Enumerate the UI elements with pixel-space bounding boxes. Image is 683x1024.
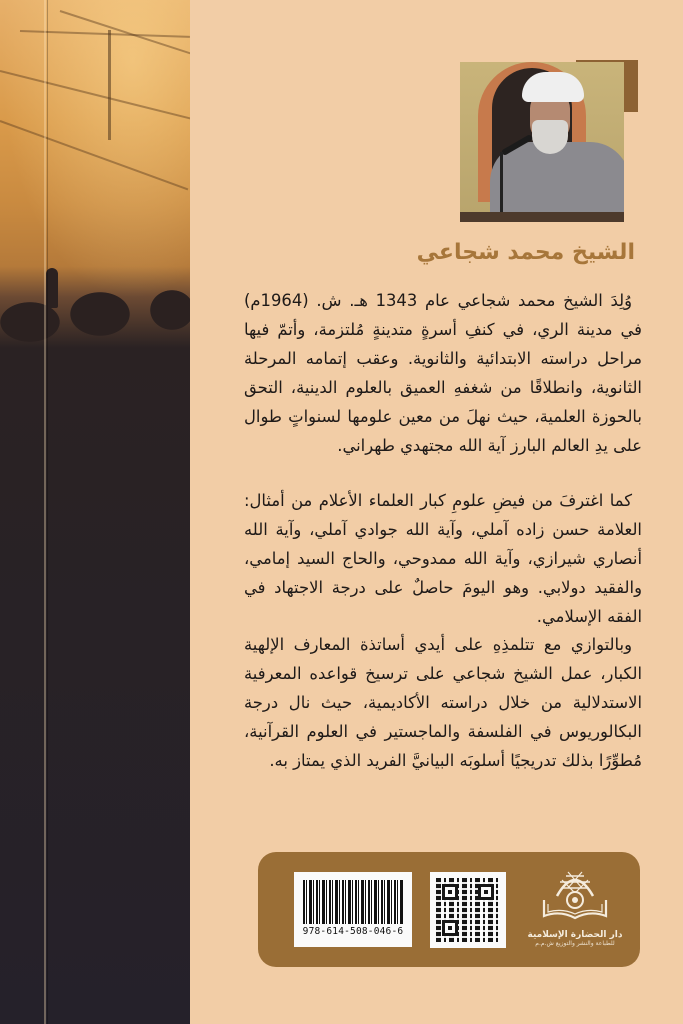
barcode-icon: [303, 880, 403, 924]
qr-finder-pattern: [478, 884, 494, 900]
spine-fold-shadow: [47, 0, 48, 1024]
desk-shape: [460, 212, 624, 222]
barcode-box: [294, 872, 412, 947]
pole-shape: [108, 30, 111, 140]
spine-image: [0, 0, 190, 1024]
qr-finder-pattern: [442, 884, 458, 900]
robe-shape: [490, 142, 624, 222]
footer-panel: [258, 852, 640, 967]
publisher-name: دار الحضارة الإسلامية: [527, 930, 623, 940]
isbn-number: 978-614-508-046-6: [302, 926, 404, 937]
open-book-dome-icon: [540, 866, 610, 924]
author-photo-frame: [460, 60, 638, 222]
bio-text: كما اغترفَ من فيضِ علومِ كبار العلماء الأعلام من أمثال: العلامة حسن زاده آملي، وآية الله جوادي آملي، وآية الله أنصاري شيرازي، وآية الله ممدوحي، والحاج السيد إمامي، والفقيد دولابي. وهو اليومَ حاصلٌ على درجة الاجتهاد في الفقه الإسلامي.: [244, 491, 642, 626]
author-photo: [460, 62, 624, 222]
bio-paragraph-1: [244, 286, 642, 460]
publisher-logo: [520, 866, 630, 961]
bio-paragraph-2: [244, 486, 642, 631]
qr-code-icon: [436, 878, 500, 942]
bio-paragraph-3: [244, 630, 642, 775]
qr-code-box: [430, 872, 506, 948]
crowd-silhouette: [0, 282, 190, 342]
qr-finder-pattern: [442, 920, 458, 936]
spine-fold-line: [44, 0, 46, 1024]
bio-text: وبالتوازي مع تتلمذِهِ على أيدي أساتذة المعارف الإلهية الكبار، عمل الشيخ شجاعي على ترسيخ قواعده المعرفية الاستدلالية من خلال دراسته الأكاديمية، حيث نال درجة البكالوريوس في الفلسفة والماجستير في العلوم القرآنية، مُطوِّرًا بذلك تدريجيًا أسلوبَه البيانيَّ الفريد الذي يمتاز به.: [244, 635, 642, 770]
bio-text: وُلِدَ الشيخ محمد شجاعي عام 1343 هـ. ش. (1964م) في مدينة الري، في كنفِ أسرةٍ متدينةٍ مُلتزمة، وأتمّ فيها مراحل دراسته الابتدائية والثانوية. وعقب إتمامه المرحلة الثانوية، وانطلاقًا من شغفهِ العميق بالعلوم الدينية، التحق بالحوزة العلمية، حيث نهلَ من معين علومها لسنواتٍ طوال على يدِ العالم البارز آية الله مجتهدي طهراني.: [244, 291, 642, 455]
author-name: الشيخ محمد شجاعي: [416, 240, 635, 265]
publisher-subtitle: للطباعة والنشر والتوزيع ش.م.م: [535, 940, 615, 947]
turban-shape: [522, 72, 584, 102]
